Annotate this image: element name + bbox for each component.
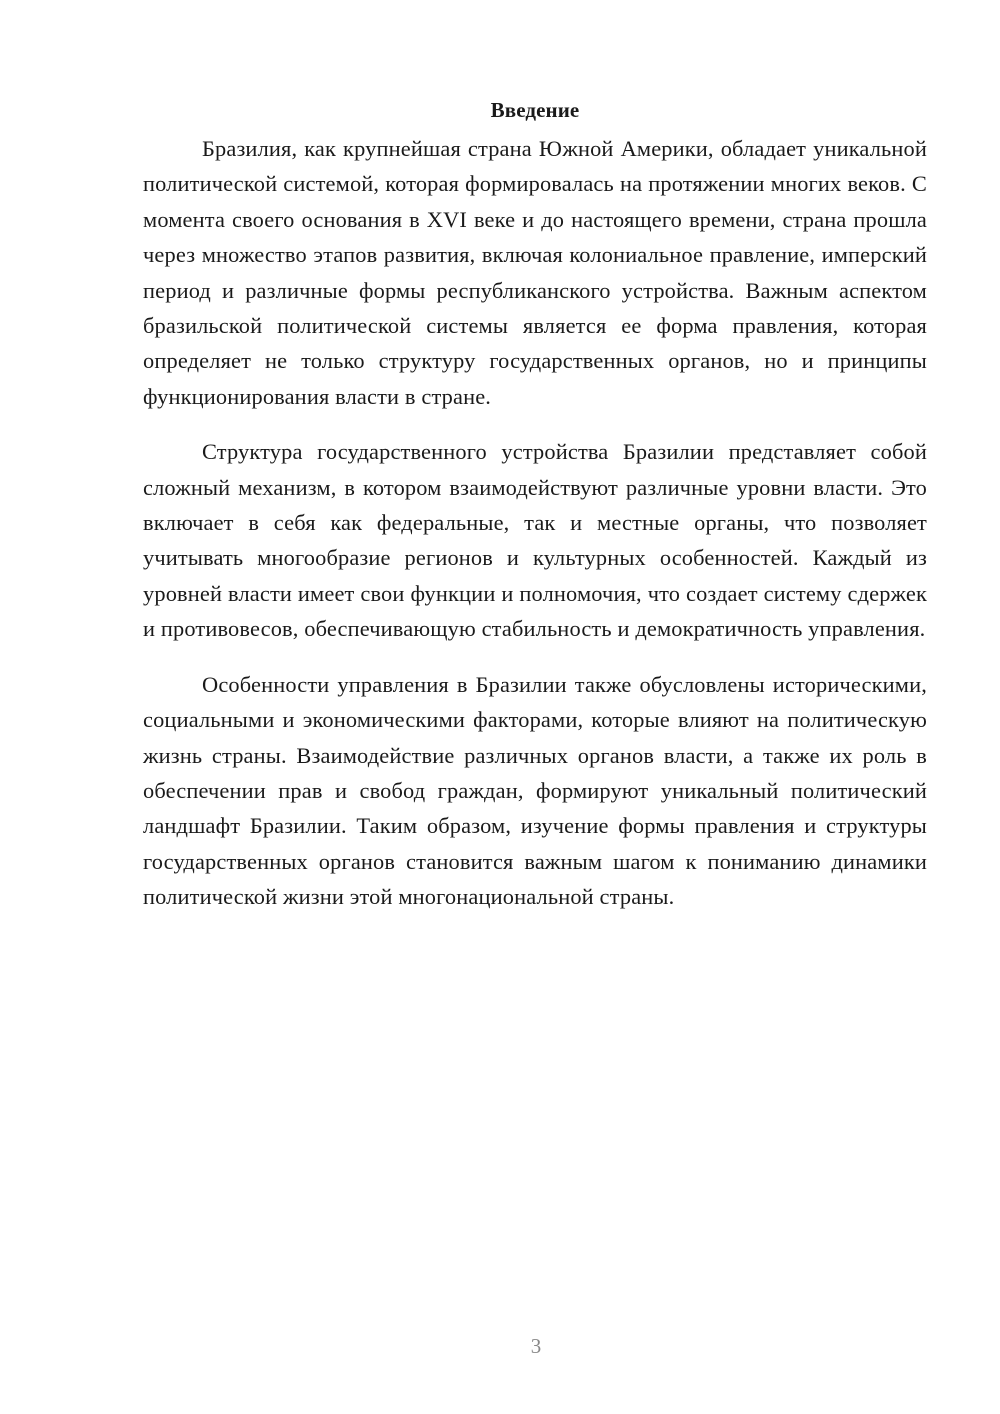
- paragraph-1: Бразилия, как крупнейшая страна Южной Америки, обладает уникальной политической системой, которая формировалась на протяжении многих веков. С момента своего основания в XVI веке и до настоящего времени, страна прошла через множество этапов развития, включая колониальное правление, имперский период и различные формы республиканского устройства. Важным аспектом бразильской политической системы является ее форма правления, которая определяет не только структуру государственных органов, но и принципы функционирования власти в стране.: [143, 136, 927, 409]
- paragraph-3: Особенности управления в Бразилии также обусловлены историческими, социальными и экономическими факторами, которые влияют на политическую жизнь страны. Взаимодействие различных органов власти, а также их роль в обеспечении прав и свобод граждан, формируют уникальный политический ландшафт Бразилии. Таким образом, изучение формы правления и структуры государственных органов становится важным шагом к пониманию динамики политической жизни этой многонациональной страны.: [143, 671, 927, 910]
- page-number: 3: [530, 1334, 542, 1358]
- paragraph-2: Структура государственного устройства Бразилии представляет собой сложный механизм, в котором взаимодействуют различные уровни власти. Это включает в себя как федеральные, так и местные органы, что позволяет учитывать многообразие регионов и культурных особенностей. Каждый из уровней власти имеет свои функции и полномочия, что создает систему сдержек и противовесов, обеспечивающую стабильность и демократичность управления.: [143, 439, 927, 642]
- page-content: [143, 95, 927, 935]
- section-heading: Введение: [490, 98, 580, 122]
